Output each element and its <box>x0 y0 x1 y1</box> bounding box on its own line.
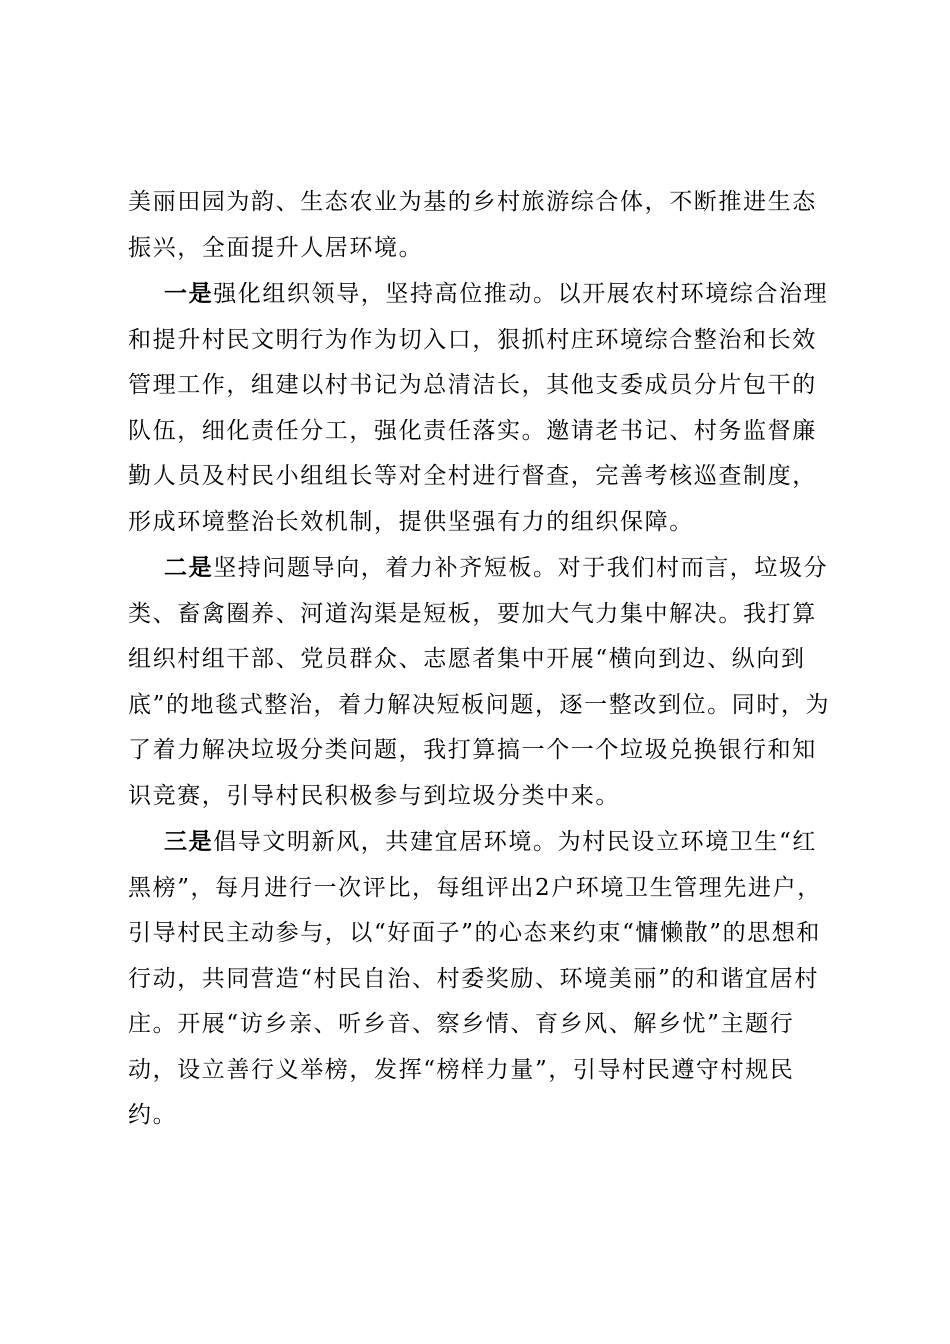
paragraph-lead: 三是 <box>164 828 214 855</box>
paragraph-body: 美丽田园为韵、生态农业为基的乡村旅游综合体，不断推进生态振兴，全面提升人居环境。 <box>128 189 817 261</box>
paragraph-body: 坚持问题导向，着力补齐短板。对于我们村而言，垃圾分类、畜禽圈养、河道沟渠是短板，要加大气力集中解决。我打算组织村组干部、党员群众、志愿者集中开展“横向到边、纵向到底”的地毯式整治，着力解决短板问题，逐一整改到位。同时，为了着力解决垃圾分类问题，我打算搞一个一个垃圾兑换银行和知识竞赛，引导村民积极参与到垃圾分类中来。 <box>128 555 831 809</box>
paragraph-lead: 一是 <box>164 280 214 307</box>
paragraph-point-three <box>128 819 838 1139</box>
paragraph-lead: 二是 <box>164 554 214 581</box>
paragraph-intro-continuation <box>128 180 838 271</box>
document-body <box>128 180 838 1139</box>
paragraph-point-one <box>128 271 838 545</box>
paragraph-body: 倡导文明新风，共建宜居环境。为村民设立环境卫生“红黑榜”，每月进行一次评比，每组评出2户环境卫生管理先进户，引导村民主动参与，以“好面子”的心态来约束“慵懒散”的思想和行动，共同营造“村民自治、村委奖励、环境美丽”的和谐宜居村庄。开展“访乡亲、听乡音、察乡情、育乡风、解乡忧”主题行动，设立善行义举榜，发挥“榜样力量”，引导村民遵守村规民约。 <box>128 829 822 1128</box>
paragraph-point-two <box>128 545 838 819</box>
paragraph-body: 强化组织领导，坚持高位推动。以开展农村环境综合治理和提升村民文明行为作为切入口，狠抓村庄环境综合整治和长效管理工作，组建以村书记为总清洁长，其他支委成员分片包干的队伍，细化责任分工，强化责任落实。邀请老书记、村务监督廉勤人员及村民小组组长等对全村进行督查，完善考核巡查制度，形成环境整治长效机制，提供坚强有力的组织保障。 <box>128 281 829 535</box>
